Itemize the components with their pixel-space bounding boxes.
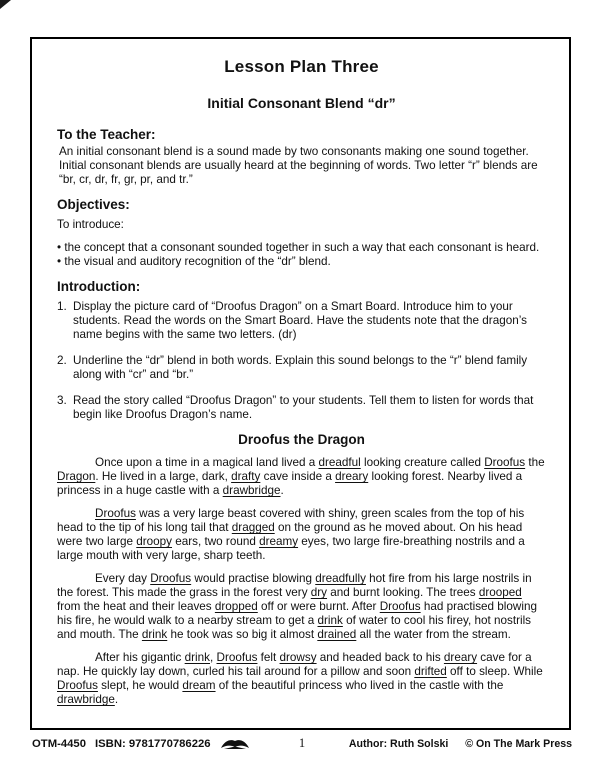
introduction-step xyxy=(57,394,546,422)
story-paragraph: After his gigantic drink, Droofus felt drowsy and headed back to his dreary cave for a nap. He quickly lay down, curled his tail around for a pillow and soon drifted off to sleep. While Droofus slept, he would dream of the beautiful princess who lived in the castle with the drawbridge. xyxy=(57,651,543,706)
author-credit: Author: Ruth Solski xyxy=(348,737,449,750)
step-number: 3. xyxy=(57,394,67,407)
story-title: Droofus the Dragon xyxy=(238,432,365,447)
content-border-box xyxy=(30,37,571,730)
step-number: 2. xyxy=(57,354,67,367)
publisher-credit: © On The Mark Press xyxy=(465,737,572,750)
introduction-heading: Introduction: xyxy=(57,279,141,294)
story-paragraph: Once upon a time in a magical land lived a dreadful looking creature called Droofus the Dragon. He lived in a large, dark, drafty cave inside a dreary looking forest. Nearby lived a princess in a huge castle with a drawbridge. xyxy=(57,456,545,497)
isbn-number: ISBN: 9781770786226 xyxy=(95,737,211,750)
step-text: Display the picture card of “Droofus Dragon” on a Smart Board. Introduce him to your students. Read the words on the Smart Board. Have the students note that the dragon’s name begins with the same two letters. (dr) xyxy=(73,300,527,341)
page-subtitle: Initial Consonant Blend “dr” xyxy=(207,95,396,111)
objective-bullet: • the visual and auditory recognition of the “dr” blend. xyxy=(57,255,331,268)
step-text: Underline the “dr” blend in both words. Explain this sound belongs to the “r” blend family along with “cr” and “br.” xyxy=(73,354,528,381)
scan-artifact xyxy=(0,0,11,9)
product-code: OTM-4450 xyxy=(32,737,86,750)
page-footer xyxy=(32,736,572,751)
story-paragraph: Every day Droofus would practise blowing dreadfully hot fire from his large nostrils in the forest. This made the grass in the forest very dry and burnt looking. The trees drooped from the heat and their leaves dropped off or were burnt. After Droofus had practised blowing his fire, he would walk to a nearby stream to get a drink of water to cool his firey, hot nostrils and mouth. The drink he took was so big it almost drained all the water from the stream. xyxy=(57,572,537,641)
objective-bullet: • the concept that a consonant sounded together in such a way that each consonant is heard. xyxy=(57,241,540,254)
page-title: Lesson Plan Three xyxy=(224,57,379,76)
objectives-intro: To introduce: xyxy=(57,218,124,231)
footer-right xyxy=(305,738,572,750)
step-text: Read the story called “Droofus Dragon” to your students. Tell them to listen for words that begin like Droofus Dragon’s name. xyxy=(73,394,534,421)
to-the-teacher-paragraph: An initial consonant blend is a sound made by two consonants making one sound together. Initial consonant blends are usually heard at the beginning of words. Two letter “r” blends are “br, cr, dr, fr, gr, pr, and tr.” xyxy=(59,145,538,186)
story-paragraph: Droofus was a very large beast covered with shiny, green scales from the top of his head to the tip of his long tail that dragged on the ground as he moved about. On his head were two large droopy ears, two round dreamy eyes, two large fire-breathing nostrils and a large mouth with very large, sharp teeth. xyxy=(57,507,525,562)
introduction-step xyxy=(57,354,546,382)
introduction-step xyxy=(57,300,546,342)
objectives-heading: Objectives: xyxy=(57,197,130,212)
step-number: 1. xyxy=(57,300,67,313)
introduction-step-list xyxy=(57,300,546,422)
to-the-teacher-heading: To the Teacher: xyxy=(57,127,156,142)
page-number: 1 xyxy=(298,736,306,750)
open-book-icon xyxy=(220,737,250,750)
footer-left xyxy=(32,737,299,750)
objectives-bullet-list xyxy=(57,241,546,269)
